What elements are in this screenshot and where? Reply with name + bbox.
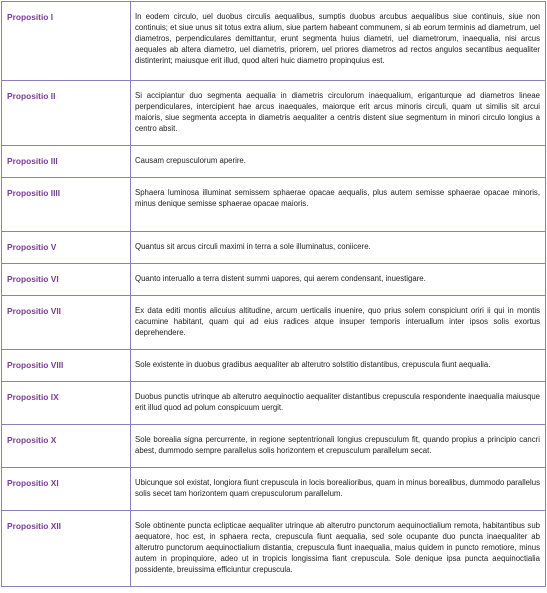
- proposition-label: Propositio X: [7, 435, 57, 445]
- proposition-label: Propositio I: [7, 12, 54, 22]
- proposition-text-cell: [131, 146, 546, 178]
- proposition-label-cell: [2, 146, 131, 178]
- proposition-label-cell: [2, 232, 131, 264]
- table-row: [2, 2, 546, 81]
- proposition-text: Si accipiantur duo segmenta aequalia in diametris circulorum inaequalium, eriganturque ad diametros lineae perpendiculares, intercipient hae arcus inaequales, maiorque erit arcus minoris circuli, quam ut similis sit arcui maioris, siue segmenta accepta in diametris aequaliter a centris distent siue segmentum in minori circulo longius a centro absit.: [135, 91, 540, 133]
- proposition-label-cell: [2, 178, 131, 232]
- table-row: [2, 350, 546, 382]
- proposition-text: Quanto interuallo a terra distent summi uapores, qui aerem condensant, inuestigare.: [135, 274, 426, 283]
- proposition-label: Propositio VIII: [7, 360, 64, 370]
- proposition-text-cell: [131, 81, 546, 146]
- proposition-text: Sole existente in duobus gradibus aequaliter ab alterutro solstitio distantibus, crepuscula fiunt aequalia.: [135, 360, 491, 369]
- proposition-label-cell: [2, 350, 131, 382]
- table-row: [2, 178, 546, 232]
- proposition-label-cell: [2, 264, 131, 296]
- proposition-label: Propositio XII: [7, 521, 61, 531]
- table-row: [2, 232, 546, 264]
- table-row: [2, 511, 546, 587]
- proposition-text-cell: [131, 232, 546, 264]
- proposition-text-cell: [131, 296, 546, 350]
- proposition-text-cell: [131, 350, 546, 382]
- proposition-text: Causam crepusculorum aperire.: [135, 156, 246, 165]
- table-row: [2, 468, 546, 511]
- proposition-label: Propositio XI: [7, 478, 59, 488]
- proposition-text-cell: [131, 178, 546, 232]
- proposition-text-cell: [131, 2, 546, 81]
- table-row: [2, 81, 546, 146]
- proposition-label: Propositio IX: [7, 392, 59, 402]
- table-row: [2, 146, 546, 178]
- proposition-label-cell: [2, 81, 131, 146]
- propositions-table-body: [2, 2, 546, 587]
- proposition-text: Ex data editi montis alicuius altitudine, arcum uerticalis inuenire, quo prius solem conspiciunt oriri ii qui in montis cacumine habitant, quam qui ad eius radices atque insuper temporis interuallum inter ipsos solis exortus deprehendere.: [135, 306, 540, 337]
- proposition-label-cell: [2, 511, 131, 587]
- proposition-label-cell: [2, 468, 131, 511]
- table-row: [2, 296, 546, 350]
- proposition-text-cell: [131, 425, 546, 468]
- proposition-label-cell: [2, 296, 131, 350]
- proposition-text: Sole borealia signa percurrente, in regione septentrionali longius crepusculum fit, quando propius a principio cancri abest, dummodo sempre parallelus solis horizontem et crepusculum parallelum secat.: [135, 435, 540, 455]
- proposition-text: Duobus punctis utrinque ab alterutro aequinoctio aequaliter distantibus crepuscula respondente inaequalia maiusque erit illud quod ad polum conspicuum uergit.: [135, 392, 540, 412]
- propositions-table: [1, 1, 546, 587]
- table-row: [2, 425, 546, 468]
- proposition-text-cell: [131, 382, 546, 425]
- proposition-text: Sphaera luminosa illuminat semissem sphaerae opacae aequalis, plus autem semisse sphaerae opacae minoris, minus denique semisse sphaerae opacae maioris.: [135, 188, 540, 208]
- proposition-text-cell: [131, 264, 546, 296]
- proposition-text: In eodem circulo, uel duobus circulis aequalibus, sumptis duobus arcubus aequalibus siue continuis, siue non continuis; et siue unus sit totus extra alium, siue partem habeant communem, si ab eorum terminis ad diametrum, uel diametros, perpendiculares demittantur, erunt segmenta huius diametri, uel diametrorum, inaequalia, nisi arcus aequales ab altera diametro, uel diametris, priorem, uel priores diametros ad rectos angulos secantibus aequaliter distinterint; maiusque erit illud, quod alteri huic diametro propinquius est.: [135, 12, 540, 65]
- proposition-text: Ubicunque sol existat, longiora fiunt crepuscula in locis borealioribus, quam in minus borealibus, dummodo parallelus solis secet tam horizontem quam crepusculorum parallelum.: [135, 478, 540, 498]
- table-row: [2, 382, 546, 425]
- proposition-text: Quantus sit arcus circuli maximi in terra a sole illuminatus, coniicere.: [135, 242, 371, 251]
- proposition-text-cell: [131, 468, 546, 511]
- proposition-label-cell: [2, 2, 131, 81]
- proposition-label-cell: [2, 382, 131, 425]
- proposition-label-cell: [2, 425, 131, 468]
- proposition-label: Propositio V: [7, 242, 57, 252]
- proposition-label: Propositio VII: [7, 306, 61, 316]
- proposition-text-cell: [131, 511, 546, 587]
- proposition-label: Propositio VI: [7, 274, 59, 284]
- proposition-label: Propositio IIII: [7, 188, 61, 198]
- proposition-text: Sole obtinente puncta eclipticae aequaliter utrinque ab alterutro punctorum aequinoctialium remota, habitantibus sub aequatore, hoc est, in sphaera recta, crepuscula fiunt aequalia, sed sole ocupante duo puncta inaequaliter ab alterutro punctorum aequinoctialium distantia, crepuscula fiunt inaequalia, maius quidem in puncto remotiore, minus autem in propinquiore, adeo ut in tropicis longissima fiant crepuscula. Sole denique ipsa puncta aequinoctialia possidente, breuissima efficiuntur crepuscula.: [135, 521, 540, 574]
- table-row: [2, 264, 546, 296]
- proposition-label: Propositio III: [7, 156, 58, 166]
- proposition-label: Propositio II: [7, 91, 56, 101]
